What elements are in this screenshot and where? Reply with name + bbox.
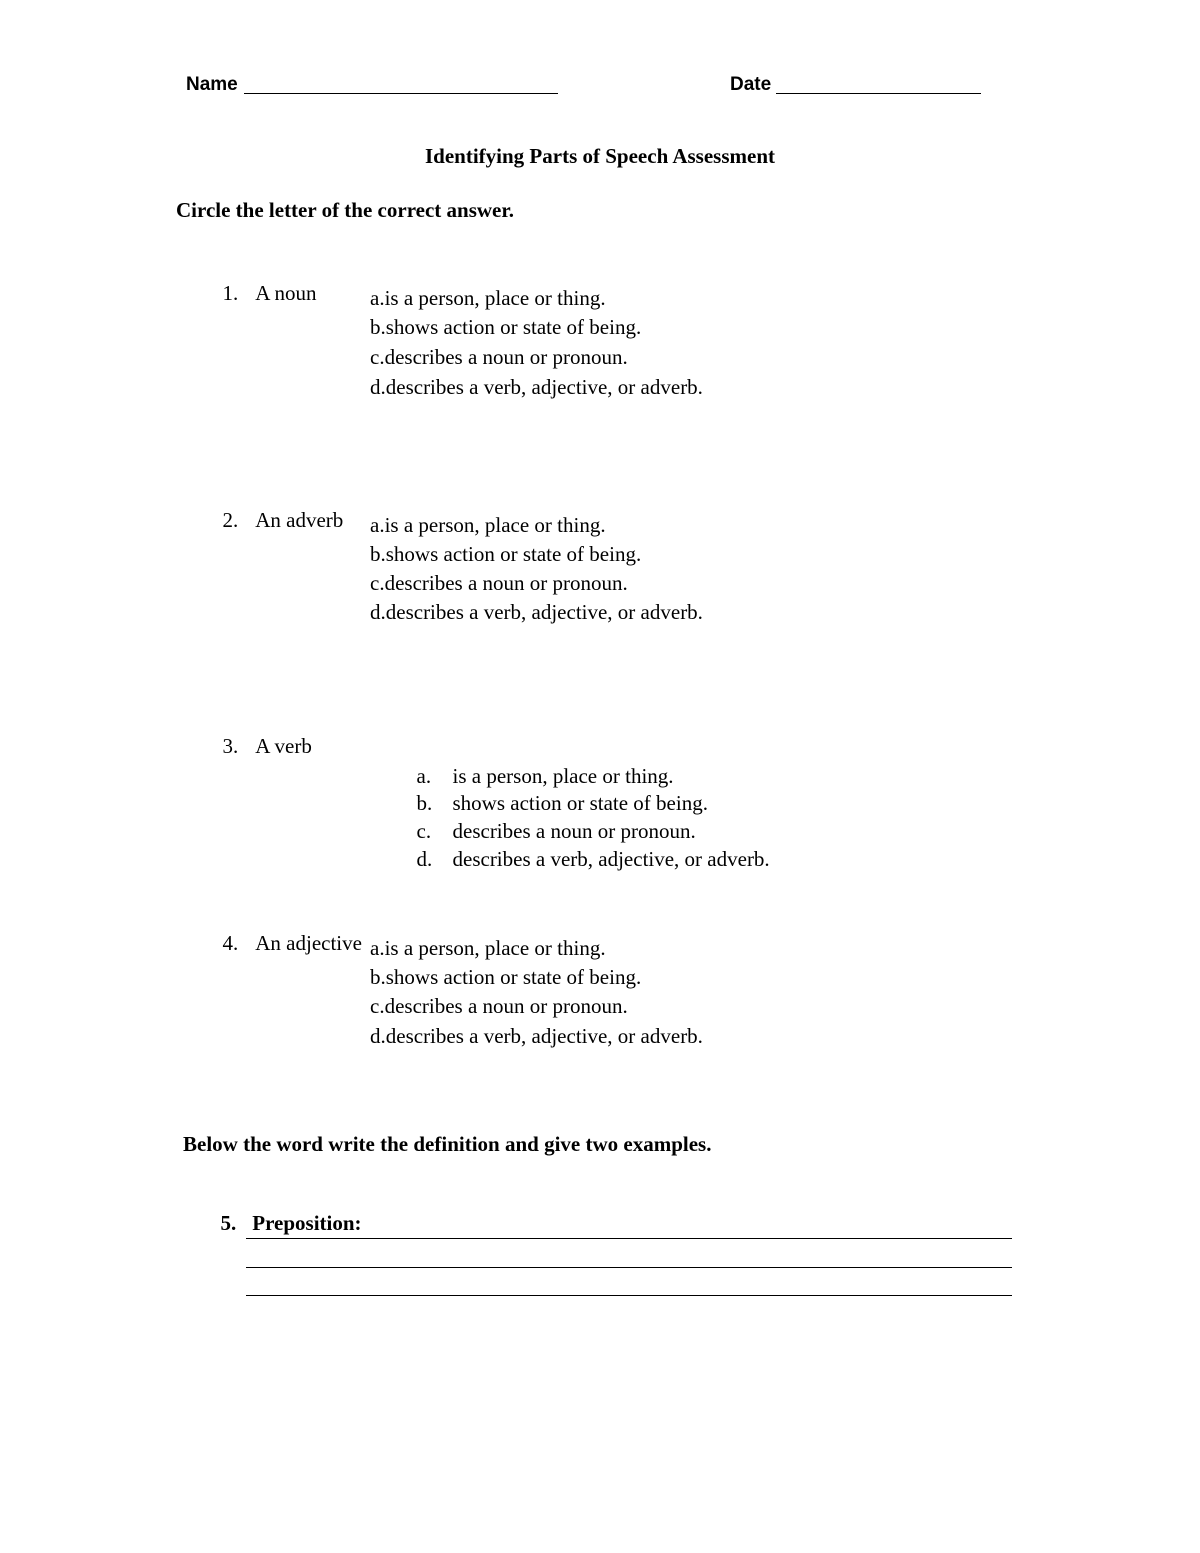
date-label: Date [730,74,772,95]
option-4b[interactable]: b.shows action or state of being. [370,965,642,989]
answer-line[interactable] [246,1267,1012,1268]
page-title: Identifying Parts of Speech Assessment [425,144,775,168]
option-letter: b. [416,791,433,815]
option-letter: c. [416,819,432,843]
option-2d[interactable]: d.describes a verb, adjective, or adverb. [370,600,703,624]
option-1c[interactable]: c.describes a noun or pronoun. [370,345,628,369]
question-number: 2. [222,508,239,532]
question-3 [212,709,312,759]
option-text: shows action or state of being. [452,791,708,815]
question-4 [212,906,362,956]
question-prompt: An adjective [255,931,362,955]
option-text: is a person, place or thing. [452,764,674,788]
section1-instruction: Circle the letter of the correct answer. [176,198,514,222]
name-field[interactable] [244,93,558,94]
option-4c[interactable]: c.describes a noun or pronoun. [370,994,628,1018]
question-1 [212,256,317,306]
question-prompt: A noun [255,281,317,305]
option-1a[interactable]: a.is a person, place or thing. [370,286,606,310]
option-4a[interactable]: a.is a person, place or thing. [370,936,606,960]
option-text: describes a verb, adjective, or adverb. [452,847,770,871]
option-1b[interactable]: b.shows action or state of being. [370,315,642,339]
option-2c[interactable]: c.describes a noun or pronoun. [370,571,628,595]
option-3d[interactable] [406,822,770,872]
question-2 [212,483,343,533]
question-number: 1. [222,281,239,305]
option-4d[interactable]: d.describes a verb, adjective, or adverb. [370,1024,703,1048]
question-number: 5. [220,1211,237,1235]
answer-line[interactable] [246,1238,1012,1239]
question-prompt: Preposition: [252,1211,362,1235]
option-letter: d. [416,847,433,871]
option-2a[interactable]: a.is a person, place or thing. [370,513,606,537]
option-1d[interactable]: d.describes a verb, adjective, or adverb. [370,375,703,399]
option-2b[interactable]: b.shows action or state of being. [370,542,642,566]
question-number: 3. [222,734,239,758]
name-label: Name [186,74,238,95]
question-number: 4. [222,931,239,955]
option-letter: a. [416,764,432,788]
question-prompt: A verb [255,734,312,758]
date-field[interactable] [776,93,981,94]
answer-line[interactable] [246,1295,1012,1296]
question-5 [210,1186,362,1236]
option-text: describes a noun or pronoun. [452,819,696,843]
section2-instruction: Below the word write the definition and give two examples. [183,1132,712,1156]
question-prompt: An adverb [255,508,344,532]
